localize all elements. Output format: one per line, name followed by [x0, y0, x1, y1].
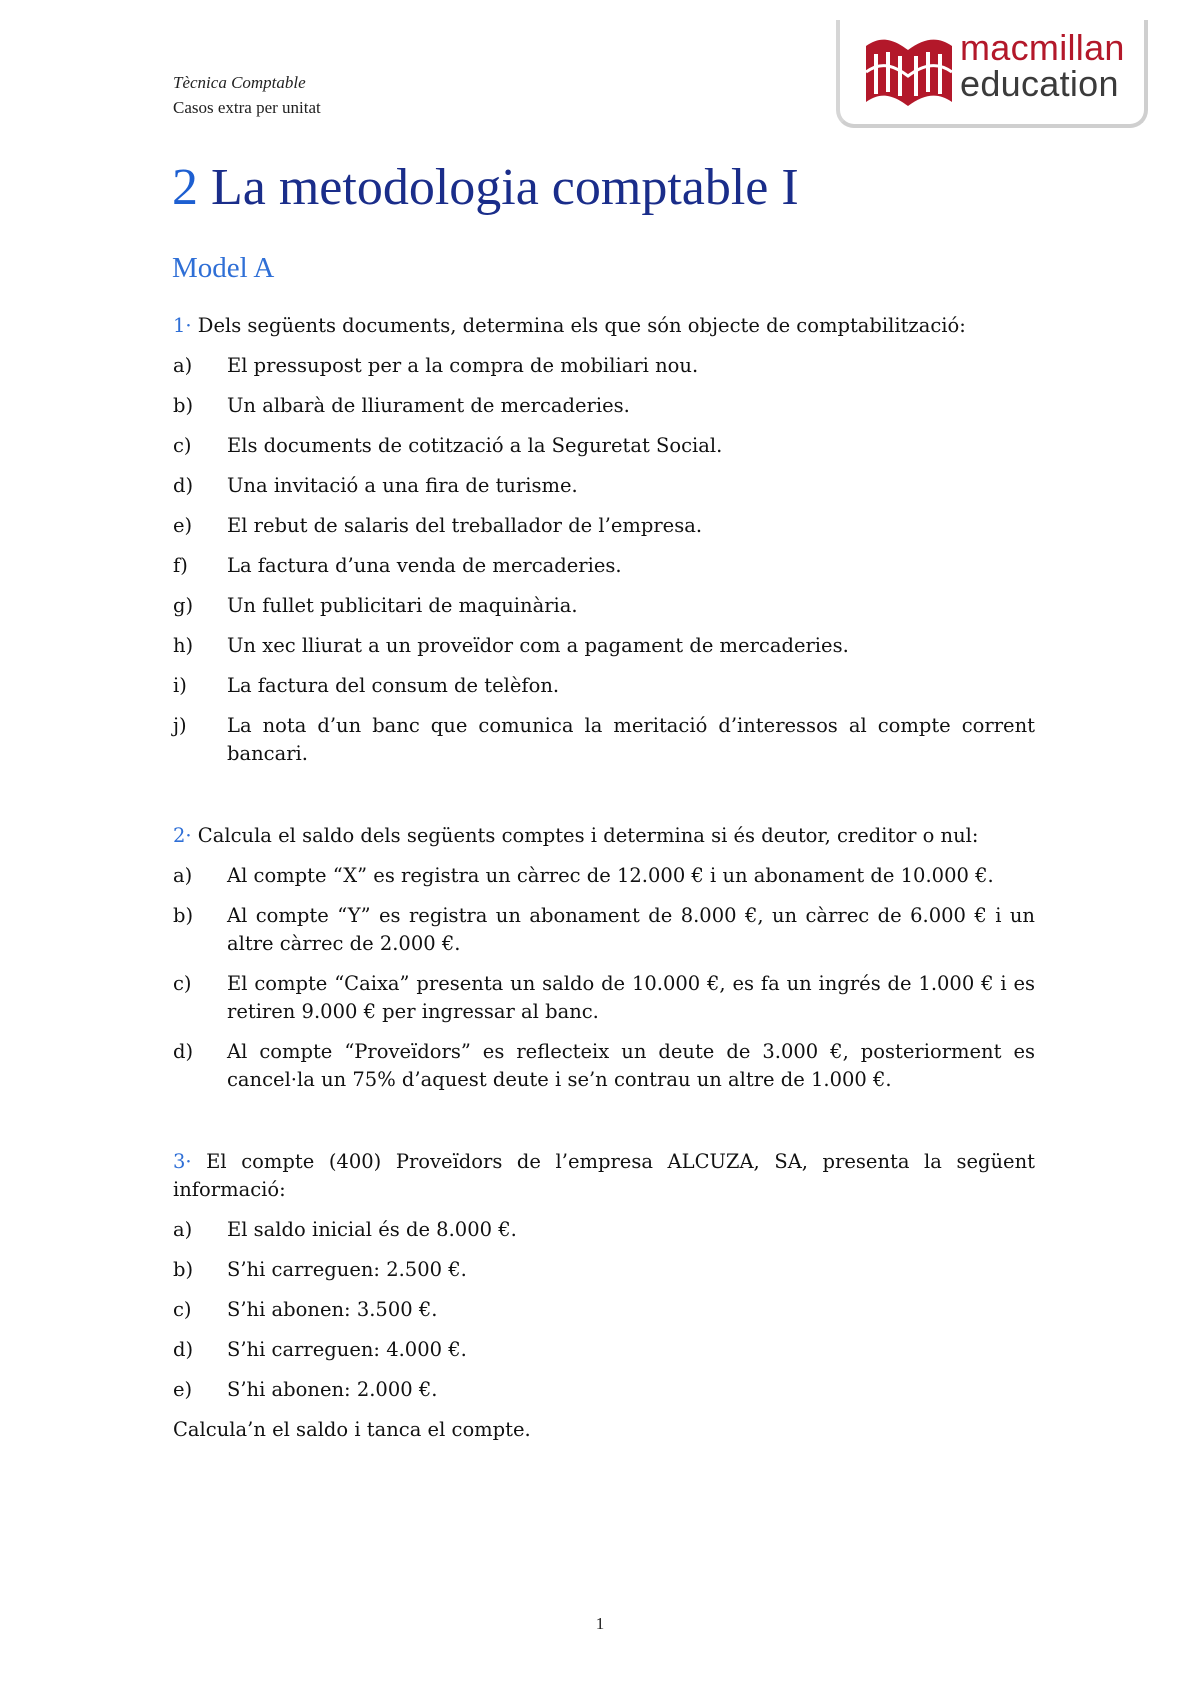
list-item — [173, 862, 1035, 890]
item-letter: h) — [173, 634, 194, 657]
item-letter: a) — [173, 1218, 193, 1241]
item-letter: a) — [173, 864, 193, 887]
item-letter: f) — [173, 554, 188, 577]
header-subject: Tècnica Comptable — [173, 73, 306, 92]
list-item — [173, 712, 1035, 768]
question-stem — [173, 312, 1035, 340]
item-letter: g) — [173, 594, 194, 617]
list-item — [173, 432, 1035, 460]
item-text: El pressupost per a la compra de mobiliari nou. — [227, 354, 699, 377]
question-2 — [173, 822, 1035, 1094]
list-item — [173, 592, 1035, 620]
item-text: El compte “Caixa” presenta un saldo de 10.000 €, es fa un ingrés de 1.000 € i es retiren 9.000 € per ingressar al banc. — [227, 972, 1035, 1023]
question-number: 2· — [173, 824, 192, 847]
list-item — [173, 970, 1035, 1026]
macmillan-logo — [836, 20, 1148, 128]
list-item — [173, 1256, 1035, 1284]
macmillan-m-icon — [862, 32, 954, 112]
question-3 — [173, 1148, 1035, 1444]
item-letter: b) — [173, 1258, 194, 1281]
question-text: Dels següents documents, determina els que són objecte de comptabilització: — [191, 314, 966, 337]
page-number: 1 — [595, 1614, 605, 1633]
list-item — [173, 1038, 1035, 1094]
item-letter: b) — [173, 904, 194, 927]
item-letter: b) — [173, 394, 194, 417]
item-text: Al compte “Y” es registra un abonament de 8.000 €, un càrrec de 6.000 € i un altre càrrec de 2.000 €. — [227, 904, 1035, 955]
logo-text-line1: macmillan — [960, 27, 1125, 68]
list-item — [173, 1296, 1035, 1324]
item-letter: d) — [173, 1338, 194, 1361]
item-text: El saldo inicial és de 8.000 €. — [227, 1218, 517, 1241]
item-letter: a) — [173, 354, 193, 377]
question-stem — [173, 822, 1035, 850]
item-letter: d) — [173, 1040, 194, 1063]
item-letter: d) — [173, 474, 194, 497]
item-text: Una invitació a una fira de turisme. — [227, 474, 578, 497]
item-text: Un albarà de lliurament de mercaderies. — [227, 394, 630, 417]
item-text: El rebut de salaris del treballador de l’empresa. — [227, 514, 703, 537]
list-item — [173, 352, 1035, 380]
list-item — [173, 1376, 1035, 1404]
list-item — [173, 632, 1035, 660]
logo-text-line2: education — [960, 63, 1119, 104]
chapter-title — [172, 158, 799, 218]
item-text: Un xec lliurat a un proveïdor com a pagament de mercaderies. — [227, 634, 849, 657]
question-stem — [173, 1148, 1035, 1204]
question-number: 1· — [173, 314, 192, 337]
item-letter: i) — [173, 674, 187, 697]
chapter-number: 2 — [172, 159, 198, 216]
list-item — [173, 1336, 1035, 1364]
item-text: La factura d’una venda de mercaderies. — [227, 554, 622, 577]
list-item — [173, 392, 1035, 420]
item-letter: c) — [173, 972, 192, 995]
list-item — [173, 672, 1035, 700]
item-letter: e) — [173, 514, 193, 537]
item-letter: c) — [173, 434, 192, 457]
question-number: 3· — [173, 1150, 192, 1173]
page-header — [173, 70, 321, 120]
item-text: La factura del consum de telèfon. — [227, 674, 560, 697]
item-text: Al compte “Proveïdors” es reflecteix un deute de 3.000 €, posteriorment es cancel·la un 75% d’aquest deute i se’n contrau un altre de 1.000 €. — [227, 1040, 1035, 1091]
item-text: La nota d’un banc que comunica la meritació d’interessos al compte corrent bancari. — [227, 714, 1035, 765]
item-text: S’hi carreguen: 2.500 €. — [227, 1258, 467, 1281]
item-text: Al compte “X” es registra un càrrec de 12.000 € i un abonament de 10.000 €. — [227, 864, 994, 887]
item-letter: e) — [173, 1378, 193, 1401]
list-item — [173, 472, 1035, 500]
model-title: Model A — [172, 252, 275, 284]
item-letter: c) — [173, 1298, 192, 1321]
question-1 — [173, 312, 1035, 768]
item-letter: j) — [173, 714, 187, 737]
question-text: Calcula el saldo dels següents comptes i determina si és deutor, creditor o nul: — [191, 824, 979, 847]
item-text: Els documents de cotització a la Seguretat Social. — [227, 434, 723, 457]
list-item — [173, 552, 1035, 580]
item-text: S’hi abonen: 2.000 €. — [227, 1378, 438, 1401]
chapter-title-text: La metodologia comptable I — [211, 159, 799, 216]
question-text: El compte (400) Proveïdors de l’empresa ALCUZA, SA, presenta la següent informació: — [173, 1150, 1035, 1201]
item-text: S’hi abonen: 3.500 €. — [227, 1298, 438, 1321]
question-closing: Calcula’n el saldo i tanca el compte. — [173, 1418, 531, 1441]
list-item — [173, 1216, 1035, 1244]
item-text: Un fullet publicitari de maquinària. — [227, 594, 578, 617]
list-item — [173, 902, 1035, 958]
header-subtitle: Casos extra per unitat — [173, 98, 321, 117]
item-text: S’hi carreguen: 4.000 €. — [227, 1338, 467, 1361]
list-item — [173, 512, 1035, 540]
